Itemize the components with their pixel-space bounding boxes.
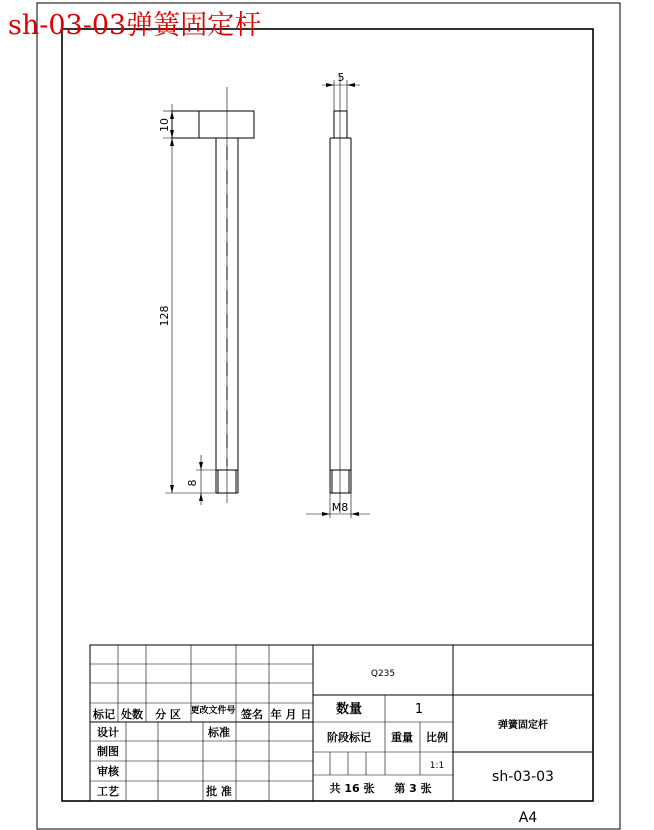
row-design: 设计 [97,726,119,739]
dim-tip-label: 5 [337,71,345,84]
rev-header-count: 处数 [121,708,143,721]
sheets-total: 共 16 张 [329,782,375,795]
sheet-border-outer [37,3,620,829]
rev-header-date: 年 月 日 [270,708,312,721]
sheet-number: 第 3 张 [394,782,432,795]
dim-thread-spec-label: M8 [331,501,349,514]
row-review: 审核 [97,765,119,778]
dim-length [165,138,216,493]
dim-tip [322,80,360,111]
drawing-frame [62,29,593,801]
row-drawing: 制图 [97,745,119,758]
part-name: 弹簧固定杆 [498,720,548,731]
dim-thread-label: 8 [186,479,199,487]
row-process: 工艺 [97,785,119,798]
paper-size: A4 [518,810,538,826]
row-standard: 标准 [208,726,230,739]
quantity-value: 1 [414,702,424,717]
drawing-number: sh-03-03 [492,769,554,785]
scale-value: 1:1 [429,761,445,771]
material-label: Q235 [370,669,396,679]
rod-front-view [172,87,254,503]
quantity-label: 数量 [335,702,363,717]
stage-label: 阶段标记 [327,731,371,744]
page-title: sh-03-03弹簧固定杆 [8,10,262,41]
row-approve: 批 准 [206,785,232,798]
rod-head [172,111,254,138]
dim-thread [196,455,216,505]
rod-side-view [330,76,351,513]
rev-header-zone: 分 区 [155,708,181,721]
rod-tip [334,111,347,138]
dim-head-label: 10 [158,118,171,132]
weight-label: 重量 [391,731,413,744]
rev-header-sign: 签名 [241,708,263,721]
scale-label: 比例 [426,731,448,744]
dim-length-label: 128 [158,305,171,327]
rev-header-mark: 标记 [93,708,115,721]
rev-header-doc: 更改文件号 [190,706,236,716]
